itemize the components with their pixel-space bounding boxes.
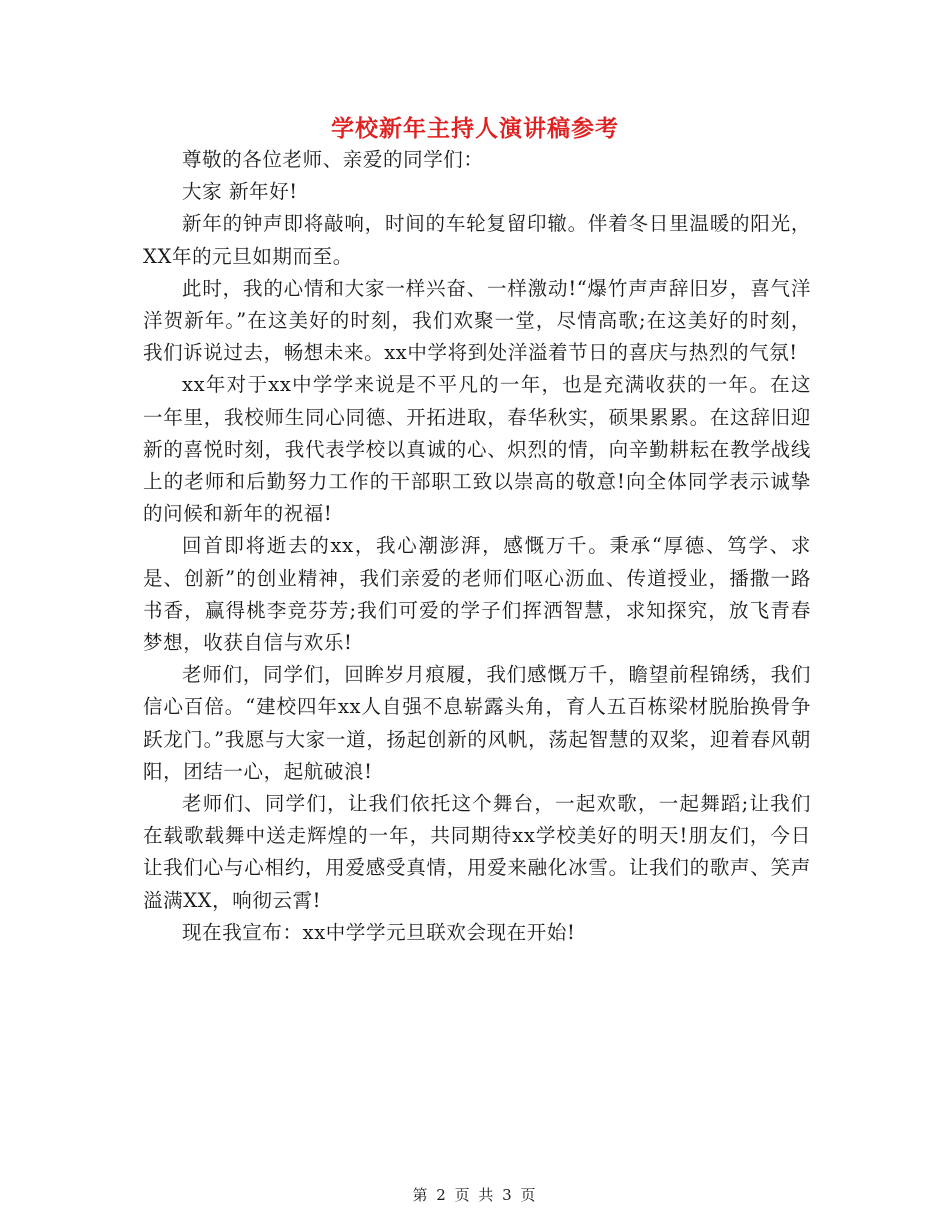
- paragraph-year-review: xx年对于xx中学学来说是不平凡的一年，也是充满收获的一年。在这一年里，我校师生同心同德、开拓进取，春华秋实，硕果累累。在这辞旧迎新的喜悦时刻，我代表学校以真诚的心、炽烈的情，向辛勤耕耘在教学战线上的老师和后勤努力工作的干部职工致以崇高的敬意!向全体同学表示诚挚的问候和新年的祝福!: [143, 373, 811, 526]
- paragraph-opening: 新年的钟声即将敲响，时间的车轮复留印辙。伴着冬日里温暖的阳光，XX年的元旦如期而至。: [143, 212, 811, 268]
- paragraph-invitation: 老师们、同学们，让我们依托这个舞台，一起欢歌，一起舞蹈;让我们在载歌载舞中送走辉煌的一年，共同期待xx学校美好的明天!朋友们，今日让我们心与心相约，用爱感受真情，用爱来融化冰雪。让我们的歌声、笑声溢满XX，响彻云霄!: [143, 792, 811, 912]
- paragraph-celebration: 此时，我的心情和大家一样兴奋、一样激动!“爆竹声声辞旧岁，喜气洋洋贺新年。”在这美好的时刻，我们欢聚一堂，尽情高歌;在这美好的时刻，我们诉说过去，畅想未来。xx中学将到处洋溢着节日的喜庆与热烈的气氛!: [143, 276, 811, 365]
- paragraph-announcement: 现在我宣布：xx中学学元旦联欢会现在开始!: [182, 920, 576, 944]
- page-title: 学校新年主持人演讲稿参考: [331, 115, 619, 142]
- paragraph-reflection: 回首即将逝去的xx，我心潮澎湃，感慨万千。秉承“厚德、笃学、求是、创新”的创业精神，我们亲爱的老师们呕心沥血、传道授业，播撒一路书香，赢得桃李竞芬芳;我们可爱的学子们挥洒智慧，求知探究，放飞青春梦想，收获自信与欢乐!: [143, 534, 811, 655]
- paragraph-new-year-wish: 大家 新年好!: [182, 180, 298, 204]
- speech-body: [143, 144, 811, 949]
- paragraph-outlook: 老师们，同学们，回眸岁月痕履，我们感慨万千，瞻望前程锦绣，我们信心百倍。“建校四年xx人自强不息崭露头角，育人五百栋梁材脱胎换骨争跃龙门。”我愿与大家一道，扬起创新的风帆，荡起智慧的双桨，迎着春风朝阳，团结一心，起航破浪!: [143, 663, 811, 783]
- page-number-footer: 第 2 页 共 3 页: [412, 1186, 538, 1204]
- paragraph-greeting: 尊敬的各位老师、亲爱的同学们：: [182, 148, 484, 171]
